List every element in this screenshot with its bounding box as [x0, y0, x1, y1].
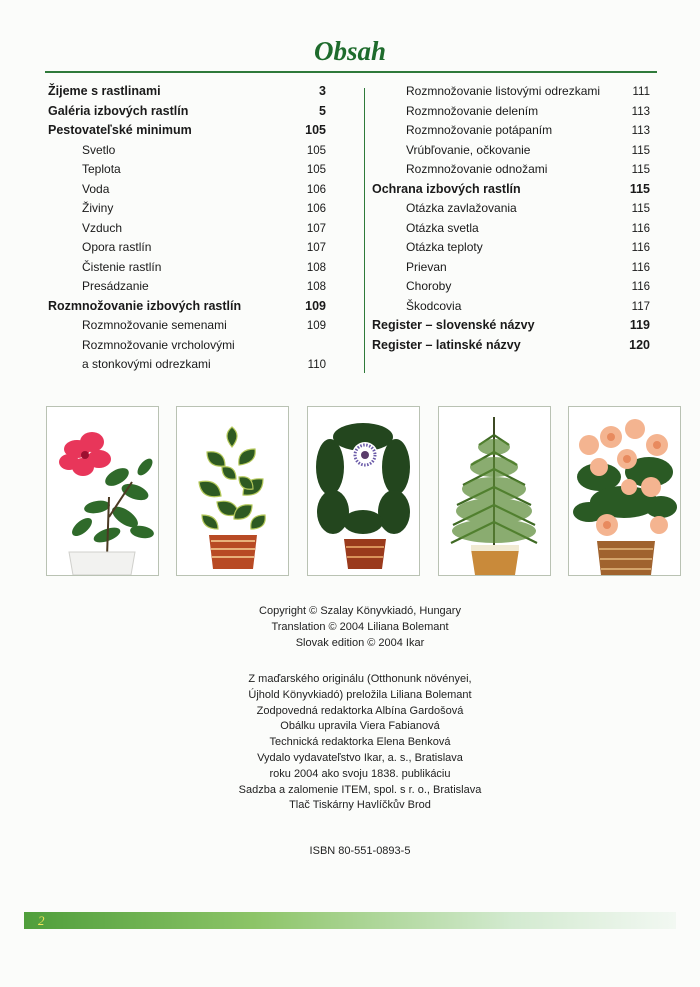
page-title: Obsah — [313, 36, 387, 66]
toc-section — [48, 102, 326, 122]
toc-entry-title: Otázka svetla — [406, 220, 479, 235]
colophon-line: Vydalo vydavateľstvo Ikar, a. s., Bratislava — [257, 751, 463, 764]
colophon-line: Újhold Könyvkiadó) preložila Liliana Bolemant — [248, 688, 472, 701]
toc-entry-page: 110 — [307, 359, 326, 371]
toc-entry-page: 5 — [319, 103, 326, 118]
toc-column-divider — [364, 88, 365, 373]
toc-entry-title: Škodcovia — [406, 298, 462, 313]
photo-strip — [46, 406, 656, 576]
toc-entry-page: 111 — [632, 86, 650, 98]
colophon-line: Copyright © Szalay Könyvkiadó, Hungary — [259, 605, 461, 617]
toc-right-column — [372, 82, 650, 355]
toc-entry-title: Opora rastlín — [82, 240, 152, 254]
toc-entry-title: Presádzanie — [82, 279, 149, 293]
toc-section — [372, 316, 650, 336]
toc-entry-title: Otázka teploty — [406, 240, 483, 254]
toc-entry-title: Galéria izbových rastlín — [48, 103, 189, 118]
toc-entry-title: Vzduch — [82, 220, 123, 235]
toc-entry-page: 107 — [306, 222, 326, 235]
toc-entry-page: 105 — [306, 164, 326, 176]
toc-entry — [372, 219, 650, 239]
toc-entry-title: Register – slovenské názvy — [372, 318, 535, 332]
toc-entry-page: 109 — [306, 320, 326, 332]
toc-entry-title: Otázka zavlažovania — [406, 201, 517, 215]
toc-entry-title: a stonkovými odrezkami — [82, 357, 211, 371]
hibiscus-image — [47, 407, 158, 575]
plant-photo-hibiscus — [46, 406, 159, 576]
toc-entry-title: Vrúbľovanie, očkovanie — [406, 142, 531, 157]
toc-entry-page: 105 — [305, 123, 326, 137]
colophon-copyright — [190, 604, 530, 651]
coleus-image — [177, 407, 288, 575]
toc-entry-page: 115 — [631, 203, 650, 215]
colophon-line: Sadzba a zalomenie ITEM, spol. s r. o., Bratislava — [238, 783, 482, 796]
colophon-line: Tlač Tiskárny Havlíčkův Brod — [289, 799, 431, 812]
toc-entry — [372, 238, 650, 258]
toc-entry-page: 115 — [629, 181, 650, 196]
toc-entry-title: Rozmnožovanie delením — [406, 103, 539, 118]
title-divider — [45, 71, 657, 73]
toc-entry — [48, 219, 326, 239]
toc-entry — [48, 355, 326, 375]
toc-entry-title: Živiny — [82, 201, 114, 215]
toc-entry-title: Voda — [82, 181, 110, 196]
toc-entry-page: 106 — [306, 183, 326, 196]
toc-entry-page: 108 — [306, 281, 326, 293]
colophon-line: Translation © 2004 Liliana Bolemant — [271, 620, 449, 633]
toc-entry-title: Rozmnožovanie listovými odrezkami — [406, 84, 601, 98]
toc-entry-title: Čistenie rastlín — [82, 259, 162, 274]
toc-entry-page: 115 — [631, 144, 650, 157]
toc-entry-page: 3 — [319, 84, 326, 98]
toc-section — [48, 297, 326, 317]
toc-section — [48, 82, 326, 102]
toc-entry — [48, 238, 326, 258]
plant-photo-coleus — [176, 406, 289, 576]
page-number: 2 — [38, 913, 45, 928]
toc-entry — [48, 336, 326, 356]
toc-entry — [48, 141, 326, 161]
toc-entry-title: Rozmnožovanie odnožami — [406, 162, 548, 176]
toc-entry — [48, 277, 326, 297]
toc-entry-page: 116 — [631, 281, 650, 293]
toc-entry — [48, 180, 326, 200]
toc-entry-page: 109 — [305, 298, 326, 313]
toc-entry — [372, 121, 650, 141]
toc-section — [372, 336, 650, 356]
toc-entry-title: Žijeme s rastlinami — [48, 84, 161, 98]
colophon-publication-details — [190, 672, 530, 814]
plant-photo-passion-flower — [307, 406, 420, 576]
toc-entry-title: Register – latinské názvy — [372, 337, 521, 352]
colophon-line: Technická redaktorka Elena Benková — [269, 736, 451, 749]
toc-entry — [372, 258, 650, 278]
plant-photo-araucaria — [438, 406, 551, 576]
toc-entry-title: Rozmnožovanie semenami — [82, 318, 227, 332]
toc-entry-page: 120 — [629, 337, 650, 352]
toc-entry-title: Rozmnožovanie potápaním — [406, 123, 553, 137]
toc-left-column — [48, 82, 326, 375]
toc-entry-page: 113 — [631, 105, 650, 118]
toc-entry-page: 117 — [631, 300, 650, 313]
toc-entry-page: 119 — [629, 318, 650, 332]
araucaria-image — [439, 407, 550, 575]
toc-entry — [372, 160, 650, 180]
toc-entry-title: Choroby — [406, 279, 452, 293]
toc-entry-title: Svetlo — [82, 142, 116, 157]
toc-entry — [372, 297, 650, 317]
toc-section — [372, 180, 650, 200]
colophon-line: roku 2004 ako svoju 1838. publikáciu — [269, 767, 451, 780]
toc-entry-page: 113 — [631, 125, 650, 137]
toc-entry-page: 108 — [306, 261, 326, 274]
passion-flower-image — [308, 407, 419, 575]
begonia-image — [569, 407, 680, 575]
toc-entry — [372, 102, 650, 122]
footer-bar — [24, 912, 676, 929]
toc-entry-title: Prievan — [406, 259, 447, 274]
toc-entry-title: Pestovateľské minimum — [48, 123, 192, 137]
toc-entry-title: Rozmnožovanie izbových rastlín — [48, 298, 242, 313]
toc-entry — [48, 160, 326, 180]
plant-photo-begonia — [568, 406, 681, 576]
colophon-line: Zodpovedná redaktorka Albína Gardošová — [256, 704, 464, 717]
toc-entry — [372, 82, 650, 102]
colophon-line: Obálku upravila Viera Fabianová — [280, 720, 440, 733]
toc-entry-title: Teplota — [82, 162, 121, 176]
toc-section — [48, 121, 326, 141]
colophon-line: Z maďarského originálu (Otthonunk növényei, — [248, 673, 472, 685]
isbn: ISBN 80-551-0893-5 — [309, 845, 411, 857]
toc-entry-page: 116 — [631, 261, 650, 274]
toc-entry-page: 106 — [306, 203, 326, 215]
toc-entry-title: Rozmnožovanie vrcholovými — [82, 337, 235, 352]
toc-entry — [48, 199, 326, 219]
toc-entry-page: 116 — [631, 242, 650, 254]
toc-entry — [372, 141, 650, 161]
toc-entry — [48, 258, 326, 278]
toc-entry — [372, 277, 650, 297]
toc-entry-page: 115 — [631, 164, 650, 176]
colophon-line: Slovak edition © 2004 Ikar — [295, 636, 425, 649]
toc-entry-page: 105 — [306, 144, 326, 157]
toc-entry — [372, 199, 650, 219]
toc-entry — [48, 316, 326, 336]
toc-entry-page: 116 — [631, 222, 650, 235]
toc-entry-page: 107 — [306, 242, 326, 254]
toc-entry-title: Ochrana izbových rastlín — [372, 181, 521, 196]
